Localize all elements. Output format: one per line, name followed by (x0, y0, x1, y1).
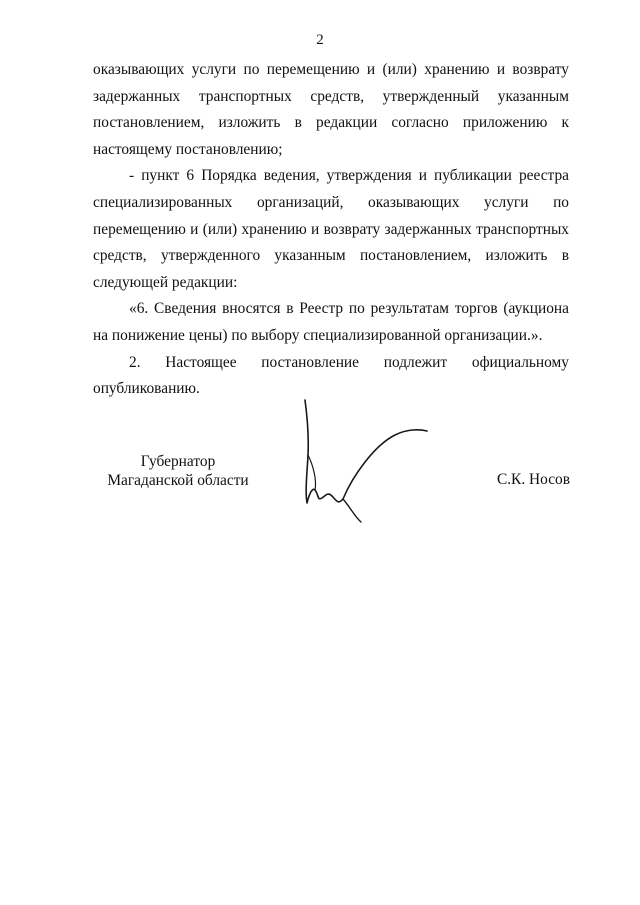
handwritten-signature (295, 395, 435, 525)
paragraph-publication: 2. Настоящее постановление подлежит официальному опубликованию. (93, 353, 569, 398)
page-number: 2 (316, 32, 324, 48)
signer-name: С.К. Носов (496, 471, 570, 488)
paragraph-item-6: - пункт 6 Порядка ведения, утверждения и публикации реестра специализированных организаций, оказывающих услуги по перемещению и (или) хранению и возврату задержанных транспортных средств, утвержденного указанным постановлением, изложить в следующей редакции: (93, 167, 569, 291)
signer-position-line1: Губернатор (140, 453, 216, 470)
paragraph-quote: «6. Сведения вносятся в Реестр по результатам торгов (аукциона на понижение цены) по выбору специализированной организации.». (93, 300, 569, 344)
signer-position-line2: Магаданской области (107, 472, 249, 489)
signer-position (93, 452, 263, 490)
paragraph-continuation: оказывающих услуги по перемещению и (или) хранению и возврату задержанных транспортных средств, утвержденный указанным постановлением, изложить в редакции согласно приложению к настоящему постановлению; (93, 61, 569, 158)
